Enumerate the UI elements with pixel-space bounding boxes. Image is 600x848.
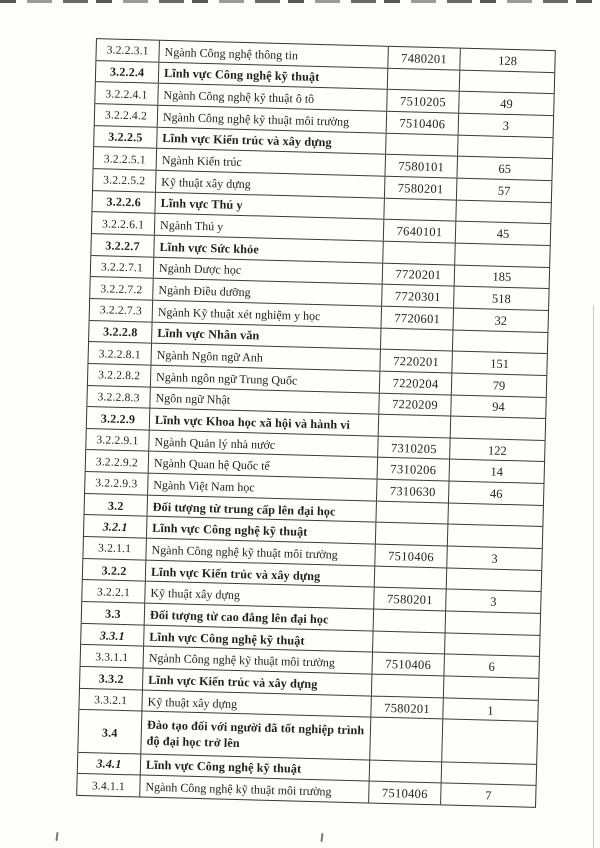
row-count-cell [457,135,553,158]
row-count-cell [455,200,551,223]
row-index-cell: 3.2.2.4 [109,64,145,80]
row-name-line1: Lĩnh vực Nhân văn [157,326,260,343]
row-count-cell: 79 [451,373,547,396]
row-count-cell [446,568,542,591]
row-index-cell: 3.2.2.1 [96,586,131,599]
row-name-line1: Lĩnh vực Kiến trúc và xây dựng [148,672,318,691]
row-index-cell: 3.3 [104,606,121,621]
row-code-cell [387,68,460,91]
row-code-cell: 7310205 [377,436,450,459]
row-index-cell: 3.4.1 [96,756,122,772]
row-count-cell: 94 [450,395,546,418]
row-count-cell: 45 [455,222,551,245]
row-index-cell: 3.2.2.9.3 [95,477,138,491]
row-name-line1: Ngành Điều dưỡng [158,282,251,300]
row-name-line1: Lĩnh vực Công nghệ kỹ thuật [149,629,305,648]
row-code-cell: 7510406 [371,653,444,676]
row-count-cell [441,762,537,785]
row-index-cell: 3.2.2.5 [108,129,143,145]
row-code-cell: 7580201 [370,696,443,719]
row-name-line1: Lĩnh vực Sức khỏe [159,239,260,257]
row-count-cell: 6 [443,655,539,678]
row-name-line1: Lĩnh vực Kiến trúc và xây dựng [150,564,321,583]
row-index-cell: 3.3.1.1 [95,651,129,664]
row-code-cell: 7510205 [386,90,459,113]
row-count-cell: 65 [456,157,552,180]
row-index-cell: 3.3.1 [99,627,126,643]
row-code-cell: 7510406 [374,545,447,568]
row-code-cell [369,718,442,761]
row-index-cell: 3.2.2.8.1 [98,347,141,361]
row-count-cell: 128 [459,49,555,72]
row-index-cell: 3.2.2 [101,563,127,578]
row-code-cell [373,610,446,633]
row-index-cell: 3.2.1.1 [97,542,132,556]
row-count-cell: 3 [446,547,542,570]
row-count-cell: 122 [449,438,545,461]
row-code-cell [375,501,448,524]
row-index-cell: 3.2 [107,498,124,513]
row-code-cell: 7580201 [373,588,446,611]
row-name-line1: Ngành Công nghệ kỹ thuật môi trường [151,542,338,562]
row-count-cell [459,70,555,93]
row-count-cell: 57 [456,179,552,202]
row-count-cell: 3 [458,114,554,137]
row-index-cell: 3.2.2.9.1 [96,434,139,448]
row-name-line1: Ngành Quản lý nhà nước [154,434,276,452]
row-index-cell: 3.3.2.1 [93,694,128,708]
row-name-line1: Đối tượng từ cao đẳng lên đại học [149,607,329,627]
row-name-line1: Lĩnh vực Công nghệ kỹ thuật [152,521,308,540]
row-name-cell [139,776,368,803]
row-count-cell: 3 [445,590,541,613]
row-code-cell: 7640101 [383,220,456,243]
row-code-cell: 7720601 [381,307,454,330]
row-index-cell: 3.4.1.1 [91,779,126,793]
row-name-line1: Đào tạo đối với người đã tốt nghiệp trình [146,717,365,738]
row-name-line1: Ngành Công nghệ kỹ thuật môi trường [145,779,332,799]
row-index-cell: 3.2.2.7.1 [100,261,144,275]
results-table [76,38,556,808]
row-count-cell: 32 [453,308,549,331]
row-name-line1: Ngành Thú y [159,217,224,234]
row-code-cell: 7510406 [386,112,459,135]
row-index-cell: 3.4 [101,725,118,740]
row-code-cell [375,523,448,546]
row-code-cell [380,328,453,351]
row-name-line2: độ đại học trở lên [146,733,240,751]
row-index-cell: 3.2.1 [102,519,128,535]
scan-top-edge-artifact [0,0,600,3]
row-code-cell: 7310630 [376,480,449,503]
row-name-line1: Kỹ thuật xây dựng [147,694,238,711]
row-name-line1: Kỹ thuật xây dựng [150,585,241,603]
row-code-cell: 7310206 [377,458,450,481]
row-code-cell [378,415,451,438]
row-name-line1: Đối tượng từ trung cấp lên đại học [152,499,336,519]
row-name-line1: Lĩnh vực Khoa học xã hội và hành vi [154,412,351,432]
row-index-cell: 3.2.2.3.1 [106,44,149,58]
row-index-cell: 3.2.2.7 [105,238,140,254]
row-code-cell: 7220201 [379,350,452,373]
row-code-cell: 7220204 [379,371,452,394]
row-code-cell [372,631,445,654]
row-index-cell: 3.3.2 [98,671,124,686]
row-count-cell: 14 [449,460,545,483]
row-count-cell [441,720,537,764]
row-count-cell: 49 [458,92,554,115]
row-count-cell [452,330,548,353]
row-count-cell: 518 [453,287,549,310]
row-name-line1: Ngành Việt Nam học [153,477,255,495]
row-name-line1: Ngành Kiến trúc [161,152,242,170]
row-index-cell: 3.2.2.7.3 [99,304,143,318]
row-index-cell: 3.2.2.4.2 [104,109,148,123]
row-count-cell [447,525,543,548]
row-count-cell [443,676,539,699]
row-code-cell [371,675,444,698]
row-index-cell: 3.2.2.9.2 [95,456,139,470]
row-code-cell: 7580101 [384,155,457,178]
row-count-cell: 185 [454,265,550,288]
row-code-cell [374,566,447,589]
row-count-cell: 7 [440,784,536,807]
row-index-cell: 3.2.2.9 [100,411,136,427]
row-code-cell [383,198,456,221]
row-code-cell: 7510406 [368,782,441,805]
row-count-cell: 46 [448,482,544,505]
row-index-cell: 3.2.2.5.2 [103,174,146,188]
row-count-cell [444,633,540,656]
row-index-cell: 3.2.2.6.1 [101,217,145,232]
row-code-cell: 7580201 [384,177,457,200]
row-name-line1: Ngành Công nghệ thông tin [164,44,299,63]
row-index-cell: 3.2.2.4.1 [105,88,148,102]
row-index-cell: 3.2.2.8.3 [97,391,140,405]
row-name-line1: Ngành Công nghệ kỹ thuật ô tô [163,88,315,106]
row-index-cell: 3.2.2.8 [102,324,138,340]
row-name-line1: Ngành ngôn ngữ Trung Quốc [155,369,298,388]
row-name-line1: Kỹ thuật xây dựng [161,174,251,191]
row-name-line1: Lĩnh vực Công nghệ kỹ thuật [145,758,302,777]
row-count-cell [445,612,541,635]
row-name-line1: Ngành Công nghệ kỹ thuật môi trường [162,109,350,129]
row-name-line1: Lĩnh vực Thú y [160,196,243,213]
row-code-cell: 7480201 [387,47,460,70]
row-index-cell: 3.2.2.5.1 [103,152,147,167]
row-code-cell [369,760,442,783]
row-code-cell: 7720301 [381,285,454,308]
scan-right-edge-artifact [593,305,594,848]
row-name-line1: Ngành Quan hệ Quốc tế [153,456,271,474]
row-index-cell: 3.2.2.7.2 [100,282,143,296]
row-name-cell [140,712,370,759]
row-name-line1: Lĩnh vực Kiến trúc và xây dựng [162,131,332,150]
row-index-cell: 3.2.2.8.2 [97,369,141,383]
row-name-line1: Ngành Kỹ thuật xét nghiệm y học [157,304,321,323]
row-index-cell: 3.2.2.6 [106,194,142,210]
row-count-cell: 151 [451,352,547,375]
row-count-cell [447,503,543,526]
row-count-cell: 1 [442,698,538,721]
scan-tick-mark [55,832,58,841]
scan-tick-mark [320,833,323,842]
row-code-cell [385,133,458,156]
row-name-line1: Ngôn ngữ Nhật [155,391,231,408]
row-count-cell [450,417,546,440]
row-name-line1: Ngành Công nghệ kỹ thuật môi trường [148,650,336,670]
row-name-line1: Ngành Dược học [158,261,242,278]
row-code-cell [382,242,455,265]
row-code-cell: 7720201 [382,263,455,286]
row-name-line1: Ngành Ngôn ngữ Anh [156,347,264,365]
row-code-cell: 7220209 [378,393,451,416]
row-name-line1: Lĩnh vực Công nghệ kỹ thuật [163,66,320,85]
row-count-cell [454,243,550,266]
